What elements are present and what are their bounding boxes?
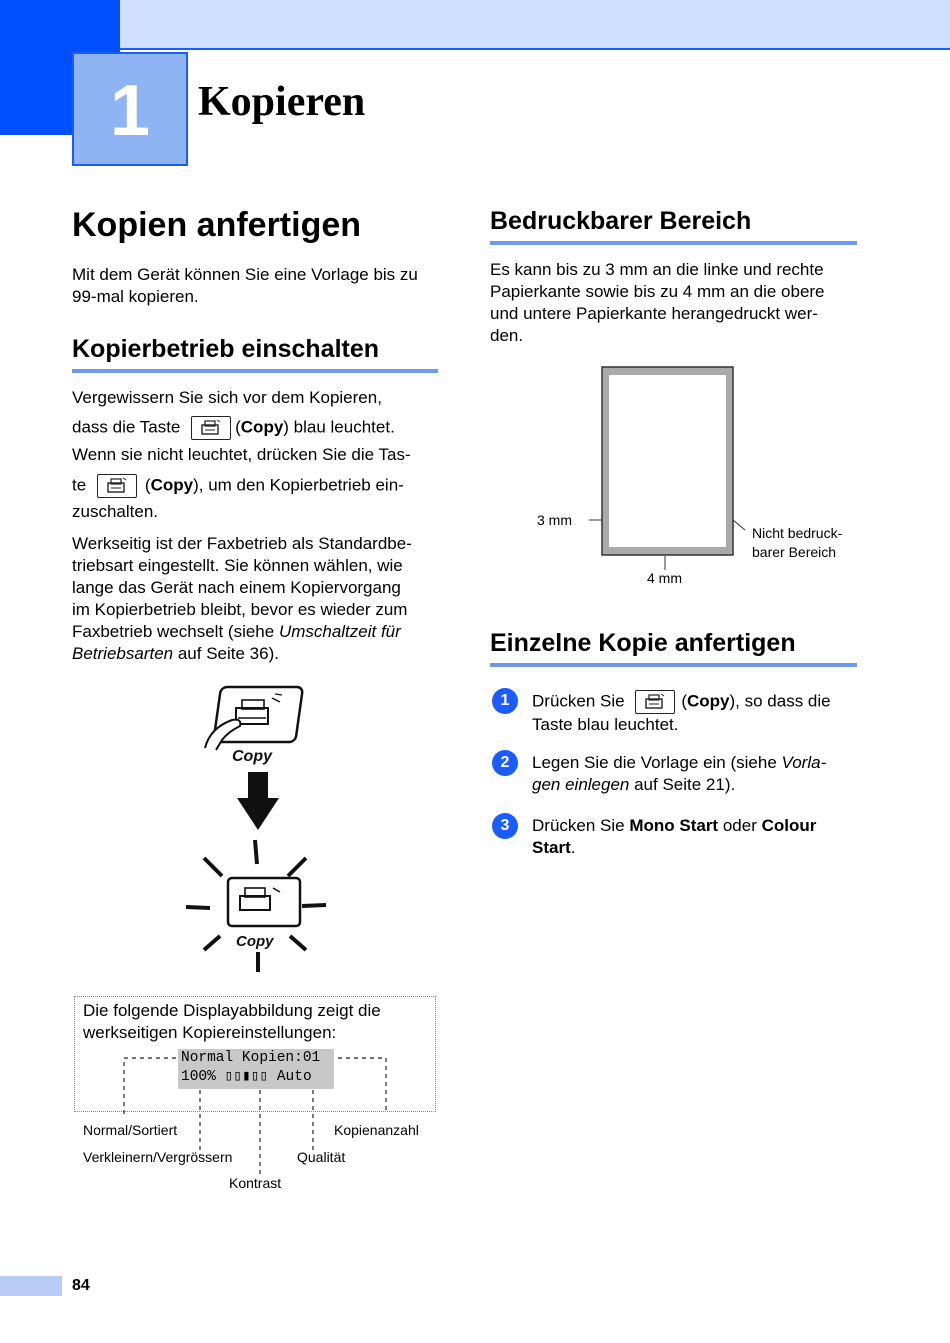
lcd-line-1: Normal Kopien:01	[181, 1050, 321, 1066]
intro-line: Mit dem Gerät können Sie eine Vorlage bis zu	[72, 265, 418, 284]
text: .	[570, 838, 576, 857]
text: auf Seite 21).	[629, 775, 736, 794]
reference-link: gen einlegen	[532, 775, 630, 794]
text: dass die Taste	[72, 417, 181, 437]
section-heading-single-copy: Einzelne Kopie anfertigen	[490, 629, 796, 657]
label-copy-count: Kopienanzahl	[334, 1122, 419, 1138]
label-quality: Qualität	[297, 1149, 346, 1165]
text-line	[532, 774, 826, 796]
step-number: 3	[492, 813, 518, 839]
para-line: lange das Gerät nach einem Kopiervorgang	[72, 578, 401, 597]
label-3mm: 3 mm	[537, 512, 572, 528]
heading-rule	[490, 241, 857, 245]
para-line: Werkseitig ist der Faxbetrieb als Standardbe-	[72, 534, 412, 553]
reference-link: Betriebsarten	[72, 644, 174, 663]
text-line: Drücken Sie (Copy), so dass die	[532, 690, 831, 714]
page-number: 84	[72, 1277, 90, 1294]
reference-link: Vorla-	[781, 753, 827, 772]
text: Drücken Sie	[532, 816, 630, 835]
text: ), um den Kopierbetrieb ein-	[193, 475, 404, 495]
text-line: Nicht bedruck-	[752, 525, 843, 541]
display-info-text	[83, 1000, 381, 1044]
heading-rule	[490, 663, 857, 667]
step-2	[532, 752, 826, 796]
text-line: Papierkante sowie bis zu 4 mm an die obere	[490, 282, 825, 301]
copy-key-illustration	[180, 680, 340, 980]
step-number: 1	[492, 688, 518, 714]
reference-link: Umschaltzeit für	[278, 622, 401, 641]
chapter-number: 1	[72, 52, 188, 166]
copy-mode-line1: Vergewissern Sie sich vor dem Kopieren,	[72, 388, 382, 407]
step-1	[532, 690, 831, 736]
text-line: barer Bereich	[752, 544, 837, 560]
footer-tab	[0, 1276, 62, 1296]
intro-line: 99-mal kopieren.	[72, 287, 199, 306]
text-line: und untere Papierkante herangedruckt wer-	[490, 304, 818, 323]
copy-key-icon	[97, 474, 137, 498]
label-normal-sorted: Normal/Sortiert	[83, 1122, 178, 1138]
text-line: den.	[490, 326, 524, 345]
copy-label: Copy	[687, 691, 730, 711]
label-4mm: 4 mm	[647, 570, 682, 586]
text: Faxbetrieb wechselt (siehe	[72, 622, 279, 641]
illustration-label-bottom: Copy	[236, 933, 274, 950]
lcd-line-2: 100% ▯▯▮▯▯ Auto	[181, 1069, 312, 1085]
copy-key-icon	[191, 416, 231, 440]
copy-mode-line5: zuschalten.	[72, 502, 158, 521]
para-line	[72, 643, 412, 665]
label-non-printable-area	[752, 524, 842, 562]
step-number: 2	[492, 750, 518, 776]
chapter-title: Kopieren	[198, 79, 366, 125]
para-line	[72, 621, 412, 643]
illustration-label-top: Copy	[232, 748, 272, 765]
copy-mode-line4: te (Copy), um den Kopierbetrieb ein-	[72, 474, 404, 498]
text-line: werkseitigen Kopiereinstellungen:	[83, 1023, 337, 1042]
lcd-display	[178, 1049, 334, 1089]
text-line: Taste blau leuchtet.	[532, 715, 679, 734]
text-line	[532, 837, 816, 859]
text-line: Die folgende Displayabbildung zeigt die	[83, 1001, 381, 1020]
copy-mode-line3: Wenn sie nicht leuchtet, drücken Sie die Tas-	[72, 445, 411, 464]
key-name: Colour	[761, 816, 817, 835]
intro-paragraph	[72, 264, 418, 308]
text-line	[532, 815, 816, 837]
copy-label: Copy	[150, 475, 194, 495]
text: Drücken Sie	[532, 691, 625, 711]
default-mode-paragraph	[72, 533, 412, 665]
copy-label: Copy	[240, 417, 284, 437]
copy-key-icon	[635, 690, 675, 714]
key-name: Mono Start	[629, 816, 719, 835]
para-line: triebsart eingestellt. Sie können wählen, wie	[72, 556, 403, 575]
text: te	[72, 475, 87, 495]
label-zoom: Verkleinern/Vergrössern	[83, 1149, 233, 1165]
key-name: Start	[532, 838, 571, 857]
text: ), so dass die	[729, 691, 831, 711]
text: auf Seite 36).	[173, 644, 279, 663]
section-heading-printable-area: Bedruckbarer Bereich	[490, 207, 752, 235]
header-band	[120, 0, 950, 50]
page-title: Kopien anfertigen	[72, 206, 362, 244]
text: ) blau leuchtet.	[283, 417, 395, 437]
text-line: Es kann bis zu 3 mm an die linke und rechte	[490, 260, 824, 279]
heading-rule	[72, 369, 438, 373]
text-line	[532, 752, 826, 774]
text: Legen Sie die Vorlage ein (siehe	[532, 753, 782, 772]
label-contrast: Kontrast	[229, 1175, 282, 1191]
printable-area-diagram	[585, 360, 765, 570]
para-line: im Kopierbetrieb bleibt, bevor es wieder zum	[72, 600, 408, 619]
copy-mode-line2: dass die Taste (Copy) blau leuchtet.	[72, 416, 395, 440]
section-heading-copy-mode: Kopierbetrieb einschalten	[72, 335, 380, 363]
text: oder	[718, 816, 762, 835]
step-3	[532, 815, 816, 859]
printable-area-text	[490, 259, 825, 347]
